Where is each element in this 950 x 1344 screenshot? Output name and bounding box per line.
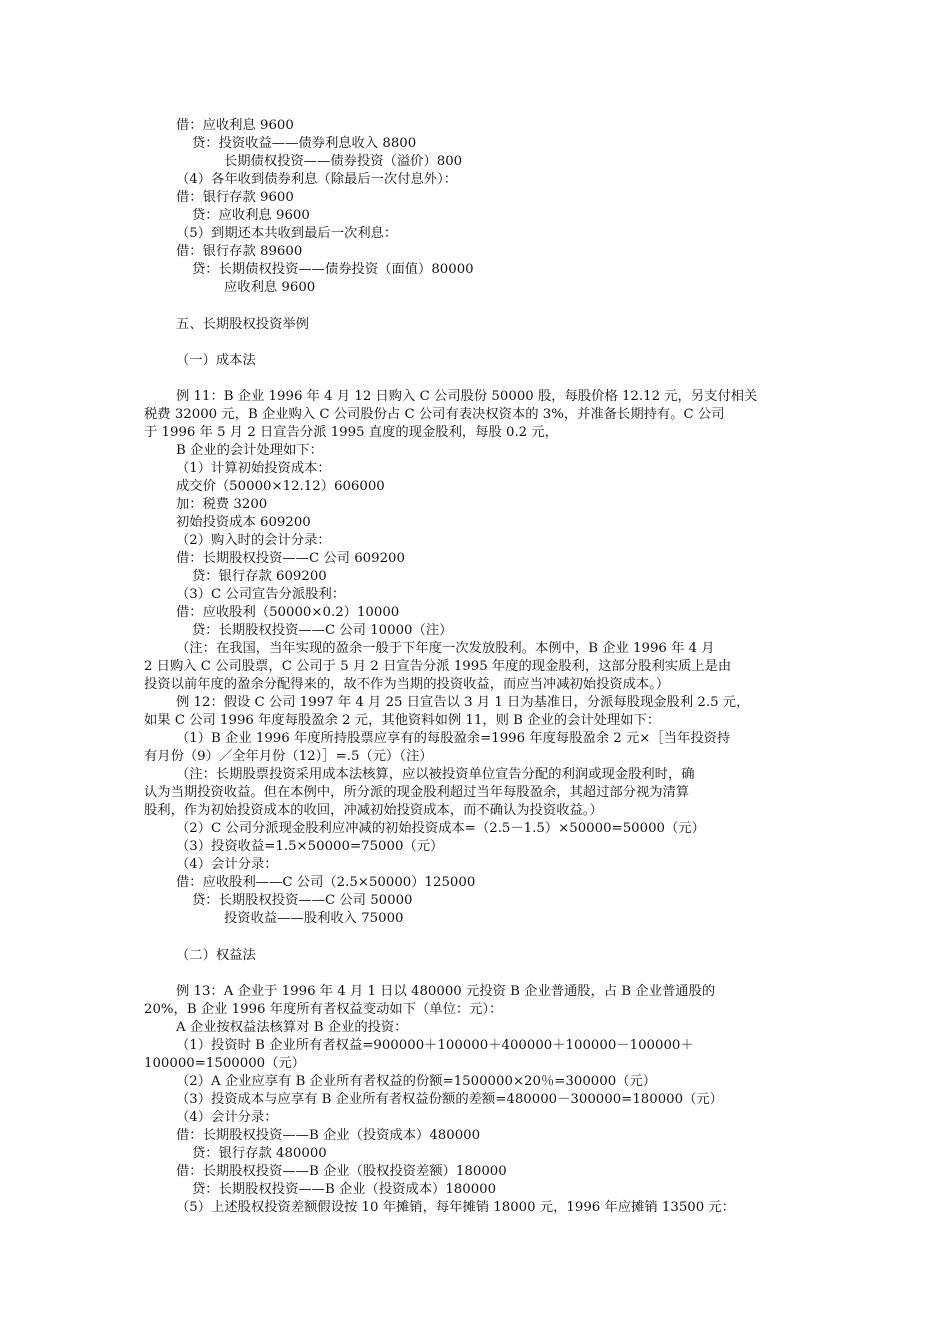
text-line: （注：在我国，当年实现的盈余一般于下年度一次发放股利。本例中，B 企业 1996 年 4 月 bbox=[176, 641, 715, 656]
text-line: 投资以前年度的盈余分配得来的，故不作为当期的投资收益，而应当冲减初始投资成本。） bbox=[144, 677, 670, 692]
text-line: （1）B 企业 1996 年度所持股票应享有的每股盈余=1996 年度每股盈余 2 元×［当年投资持 bbox=[176, 731, 731, 746]
text-line: （注：长期股票投资采用成本法核算，应以被投资单位宣告分配的利润或现金股利时，确 bbox=[176, 767, 695, 782]
text-line: 贷：长期股权投资——B 企业（投资成本）180000 bbox=[192, 1182, 497, 1197]
text-line: （5）上述股权投资差额假设按 10 年摊销，每年摊销 18000 元，1996 年应摊销 13500 元： bbox=[176, 1200, 736, 1215]
text-line: 借：应收股利——C 公司（2.5×50000）125000 bbox=[176, 875, 476, 890]
text-line: 例 13：A 企业于 1996 年 4 月 1 日以 480000 元投资 B 企业普通股，占 B 企业普通股的 bbox=[176, 984, 716, 999]
text-line: （4）会计分录： bbox=[176, 857, 278, 872]
text-line: （3）投资收益=1.5×50000=75000（元） bbox=[176, 839, 444, 854]
text-line: （1）计算初始投资成本： bbox=[176, 461, 331, 476]
text-line: 应收利息 9600 bbox=[224, 280, 316, 295]
text-line: 借：应收股利（50000×0.2）10000 bbox=[176, 605, 400, 620]
text-line: 如果 C 公司 1996 年度每股盈余 2 元，其他资料如例 11，则 B 企业的会计处理如下： bbox=[144, 713, 661, 728]
subsection-heading: （一）成本法 bbox=[176, 353, 256, 368]
text-line: 100000=1500000（元） bbox=[144, 1056, 306, 1071]
text-line: 贷：银行存款 609200 bbox=[192, 569, 327, 584]
text-line: 例 11：B 企业 1996 年 4 月 12 日购入 C 公司股份 50000 股，每股价格 12.12 元，另支付相关 bbox=[176, 389, 758, 404]
text-line: 贷：应收利息 9600 bbox=[192, 208, 310, 223]
text-line: （3）C 公司宣告分派股利： bbox=[176, 587, 346, 602]
text-line: 投资收益——股利收入 75000 bbox=[224, 911, 404, 926]
subsection-heading: （二）权益法 bbox=[176, 948, 256, 963]
text-line: （2）C 公司分派现金股利应冲减的初始投资成本=（2.5－1.5）×50000=50000（元） bbox=[176, 821, 705, 836]
text-line: 借：银行存款 89600 bbox=[176, 244, 303, 259]
text-line: 贷：长期债权投资——债券投资（面值）80000 bbox=[192, 262, 474, 277]
text-line: 2 日购入 C 公司股票，C 公司于 5 月 2 日宣告分派 1995 年度的现金股利，这部分股利实质上是由 bbox=[144, 659, 732, 674]
text-line: A 企业按权益法核算对 B 企业的投资： bbox=[176, 1020, 408, 1035]
text-line: （4）会计分录： bbox=[176, 1110, 278, 1125]
text-line: 成交价（50000×12.12）606000 bbox=[176, 479, 385, 494]
text-line: 20%，B 企业 1996 年度所有者权益变动如下（单位：元）： bbox=[144, 1002, 503, 1017]
text-line: 认为当期投资收益。但在本例中，所分派的现金股利超过当年每股盈余，其超过部分视为清算 bbox=[144, 785, 690, 800]
text-line: （2）购入时的会计分录： bbox=[176, 533, 331, 548]
text-line: 贷：长期股权投资——C 公司 50000 bbox=[192, 893, 413, 908]
text-line: 例 12：假设 C 公司 1997 年 4 月 25 日宣告以 3 月 1 日为基准日，分派每股现金股利 2.5 元， bbox=[176, 695, 750, 710]
text-line: 借：长期股权投资——B 企业（投资成本）480000 bbox=[176, 1128, 481, 1143]
text-line: 借：长期股权投资——B 企业（股权投资差额）180000 bbox=[176, 1164, 507, 1179]
text-line: B 企业的会计处理如下： bbox=[176, 443, 323, 458]
section-heading: 五、长期股权投资举例 bbox=[176, 317, 309, 332]
text-line: 股利，作为初始投资成本的收回，冲减初始投资成本，而不确认为投资收益。） bbox=[144, 803, 603, 818]
text-line: （4）各年收到债券利息（除最后一次付息外）： bbox=[176, 172, 458, 187]
text-line: （1）投资时 B 企业所有者权益=900000＋100000＋400000＋100000－100000＋ bbox=[176, 1038, 694, 1053]
text-line: 于 1996 年 5 月 2 日宣告分派 1995 直度的现金股利，每股 0.2 元， bbox=[144, 425, 558, 440]
text-line: 贷：银行存款 480000 bbox=[192, 1146, 327, 1161]
text-line: 借：银行存款 9600 bbox=[176, 190, 294, 205]
text-line: 加：税费 3200 bbox=[176, 497, 268, 512]
text-line: 有月份（9）／全年月份（12）］=.5（元）（注） bbox=[144, 749, 433, 764]
text-line: （3）投资成本与应享有 B 企业所有者权益份额的差额=480000－300000=180000（元） bbox=[176, 1092, 723, 1107]
text-line: 借：应收利息 9600 bbox=[176, 118, 294, 133]
text-line: （5）到期还本共收到最后一次利息： bbox=[176, 226, 398, 241]
text-line: 长期债权投资——债券投资（溢价）800 bbox=[224, 154, 463, 169]
text-line: （2）A 企业应享有 B 企业所有者权益的份额=1500000×20％=300000（元） bbox=[176, 1074, 657, 1089]
text-line: 贷：投资收益——债券利息收入 8800 bbox=[192, 136, 417, 151]
text-line: 贷：长期股权投资——C 公司 10000（注） bbox=[192, 623, 453, 638]
text-line: 税费 32000 元，B 企业购入 C 公司股份占 C 公司有表决权资本的 3%，并准备长期持有。C 公司 bbox=[144, 407, 725, 422]
text-line: 初始投资成本 609200 bbox=[176, 515, 311, 530]
text-line: 借：长期股权投资——C 公司 609200 bbox=[176, 551, 405, 566]
